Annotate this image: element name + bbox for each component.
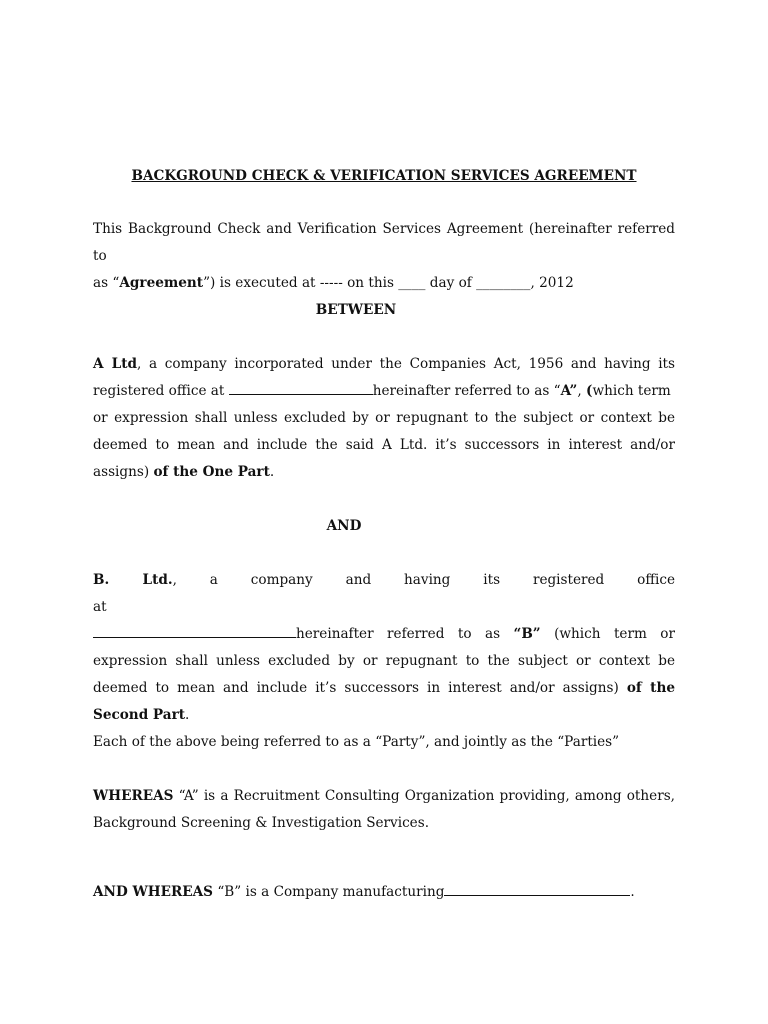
whereas-b-line-1 bbox=[93, 879, 675, 906]
party-b-paragraph bbox=[93, 567, 675, 729]
and-heading bbox=[0, 513, 688, 540]
party-a-line-2 bbox=[93, 378, 675, 405]
party-a-text: . bbox=[269, 464, 275, 480]
whereas-b-paragraph bbox=[93, 879, 675, 906]
party-a-line-5 bbox=[93, 459, 675, 486]
parties-definition: Each of the above being referred to as a “Party”, and jointly as the “Parties” bbox=[93, 734, 620, 750]
party-b-text: , a company and having its registered office at bbox=[93, 572, 675, 615]
party-a-text: , a company incorporated under the Companies Act, 1956 and having its bbox=[137, 356, 676, 372]
whereas-text: . bbox=[630, 884, 635, 900]
and-label: AND bbox=[326, 518, 362, 534]
whereas-text: “B” is a Company manufacturing bbox=[213, 884, 445, 900]
party-b-line-3: expression shall unless excluded by or repugnant to the subject or context be bbox=[93, 653, 675, 669]
party-a-text: registered office at bbox=[93, 383, 229, 399]
party-a-text: hereinafter referred to as “ bbox=[372, 383, 561, 399]
whereas-label: AND WHEREAS bbox=[93, 884, 213, 900]
address-blank bbox=[229, 382, 373, 395]
party-a-name: A Ltd bbox=[93, 356, 137, 372]
whereas-a-line-1 bbox=[93, 783, 675, 810]
party-a-paragraph bbox=[93, 351, 675, 486]
document-title: BACKGROUND CHECK & VERIFICATION SERVICES AGREEMENT bbox=[131, 168, 637, 184]
intro-text: ”) is executed at ----- on this ____ day of ________, 2012 bbox=[203, 275, 574, 291]
second-part-label: of the bbox=[626, 680, 675, 696]
party-a-line-4: deemed to mean and include the said A Ltd. it’s successors in interest and/or bbox=[93, 437, 675, 453]
party-b-line-1 bbox=[93, 567, 675, 621]
party-b-text: . bbox=[185, 707, 190, 723]
intro-text: as “ bbox=[93, 275, 120, 291]
party-a-text: which term bbox=[592, 383, 671, 399]
address-blank bbox=[93, 625, 296, 638]
intro-line-1: This Background Check and Verification Services Agreement (hereinafter referred to bbox=[93, 221, 675, 264]
party-a-line-3: or expression shall unless excluded by or repugnant to the subject or context be bbox=[93, 410, 675, 426]
party-b-line-2 bbox=[93, 621, 675, 648]
party-b-name: B. Ltd. bbox=[93, 572, 173, 588]
whereas-text: “A” is a Recruitment Consulting Organization providing, among others, bbox=[173, 788, 675, 804]
party-a-line-1 bbox=[93, 351, 675, 378]
party-b-text: hereinafter referred to as bbox=[296, 626, 514, 642]
between-heading bbox=[0, 297, 712, 324]
manufacturing-blank bbox=[444, 883, 630, 896]
party-a-short: A” bbox=[560, 383, 578, 399]
whereas-a-line-2: Background Screening & Investigation Services. bbox=[93, 815, 430, 831]
one-part-label: of the One Part bbox=[153, 464, 270, 480]
party-b-line-5 bbox=[93, 702, 675, 729]
party-b-text: deemed to mean and include it’s successors in interest and/or assigns) bbox=[93, 680, 627, 696]
intro-line-2 bbox=[93, 270, 675, 297]
party-a-text: , bbox=[577, 383, 587, 399]
whereas-label: WHEREAS bbox=[93, 788, 174, 804]
party-b-text: (which term or bbox=[540, 626, 675, 642]
party-a-text: assigns) bbox=[93, 464, 154, 480]
intro-paragraph bbox=[93, 216, 675, 297]
party-b-line-4 bbox=[93, 675, 675, 702]
between-label: BETWEEN bbox=[315, 302, 397, 318]
second-part-label: Second Part bbox=[93, 707, 186, 723]
whereas-a-paragraph bbox=[93, 783, 675, 837]
party-a-text: ( bbox=[586, 383, 593, 399]
party-b-short: “B” bbox=[513, 626, 541, 642]
agreement-term: Agreement bbox=[119, 275, 204, 291]
